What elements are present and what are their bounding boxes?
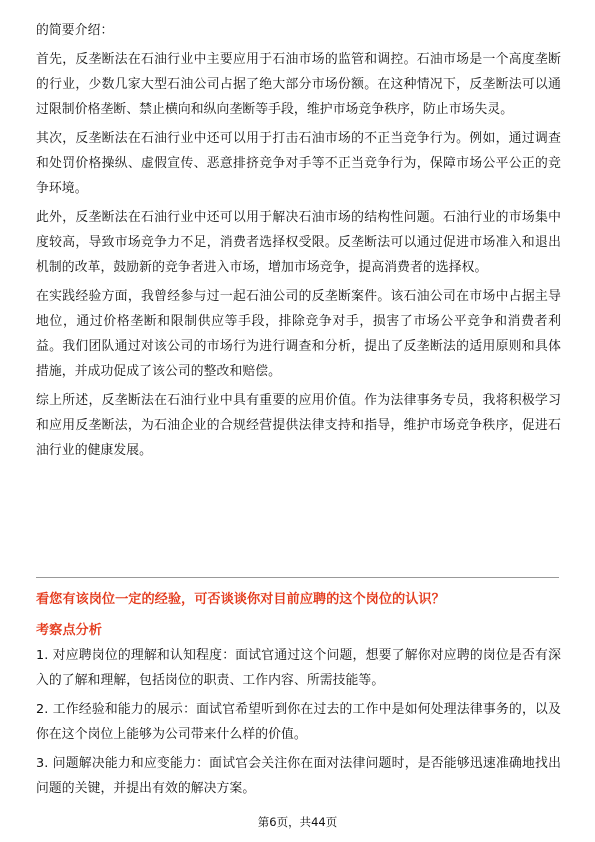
paragraph-3: 此外，反垄断法在石油行业中还可以用于解决石油市场的结构性问题。石油行业的市场集中度较高，导致市场竞争力不足，消费者选择权受限。反垄断法可以通过促进市场准入和退出机制的改革，鼓励新的竞争者进入市场，增加市场竞争，提高消费者的选择权。: [36, 210, 561, 275]
paragraph-4: 在实践经验方面，我曾经参与过一起石油公司的反垄断案件。该石油公司在市场中占据主导地位，通过价格垄断和限制供应等手段，排除竞争对手，损害了市场公平竞争和消费者利益。我们团队通过对该公司的市场行为进行调查和分析，提出了反垄断法的适用原则和具体措施，并成功促成了该公司的整改和赔偿。: [36, 289, 561, 379]
page-number: 第6页，共44页: [257, 815, 338, 829]
question-heading: 看您有该岗位一定的经验，可否谈谈你对目前应聘的这个岗位的认识？: [36, 592, 445, 607]
paragraph-5: 综上所述，反垄断法在石油行业中具有重要的应用价值。作为法律事务专员，我将积极学习和应用反垄断法，为石油企业的合规经营提供法律支持和指导，维护市场竞争秩序，促进石油行业的健康发展。: [36, 393, 561, 458]
analysis-point-2: 2. 工作经验和能力的展示：面试官希望听到你在过去的工作中是如何处理法律事务的，以及你在这个岗位上能够为公司带来什么样的价值。: [36, 702, 561, 742]
analysis-point-3: 3. 问题解决能力和应变能力：面试官会关注你在面对法律问题时，是否能够迅速准确地找出问题的关键，并提出有效的解决方案。: [36, 756, 561, 796]
answer-body: [36, 18, 561, 467]
section-divider: [36, 577, 559, 578]
analysis-point-1: 1. 对应聘岗位的理解和认知程度：面试官通过这个问题，想要了解你对应聘的岗位是否有深入的了解和理解，包括岗位的职责、工作内容、所需技能等。: [36, 648, 561, 688]
intro-line: 的简要介绍：: [36, 23, 114, 38]
paragraph-1: 首先，反垄断法在石油行业中主要应用于石油市场的监管和调控。石油市场是一个高度垄断的行业，少数几家大型石油公司占据了绝大部分市场份额。在这种情况下，反垄断法可以通过限制价格垄断、禁止横向和纵向垄断等手段，维护市场竞争秩序，防止市场失灵。: [36, 52, 561, 117]
paragraph-2: 其次，反垄断法在石油行业中还可以用于打击石油市场的不正当竞争行为。例如，通过调查和处罚价格操纵、虚假宣传、恶意排挤竞争对手等不正当竞争行为，保障市场公平公正的竞争环境。: [36, 131, 561, 196]
analysis-list: [36, 643, 561, 805]
analysis-title: 考察点分析: [36, 623, 102, 638]
